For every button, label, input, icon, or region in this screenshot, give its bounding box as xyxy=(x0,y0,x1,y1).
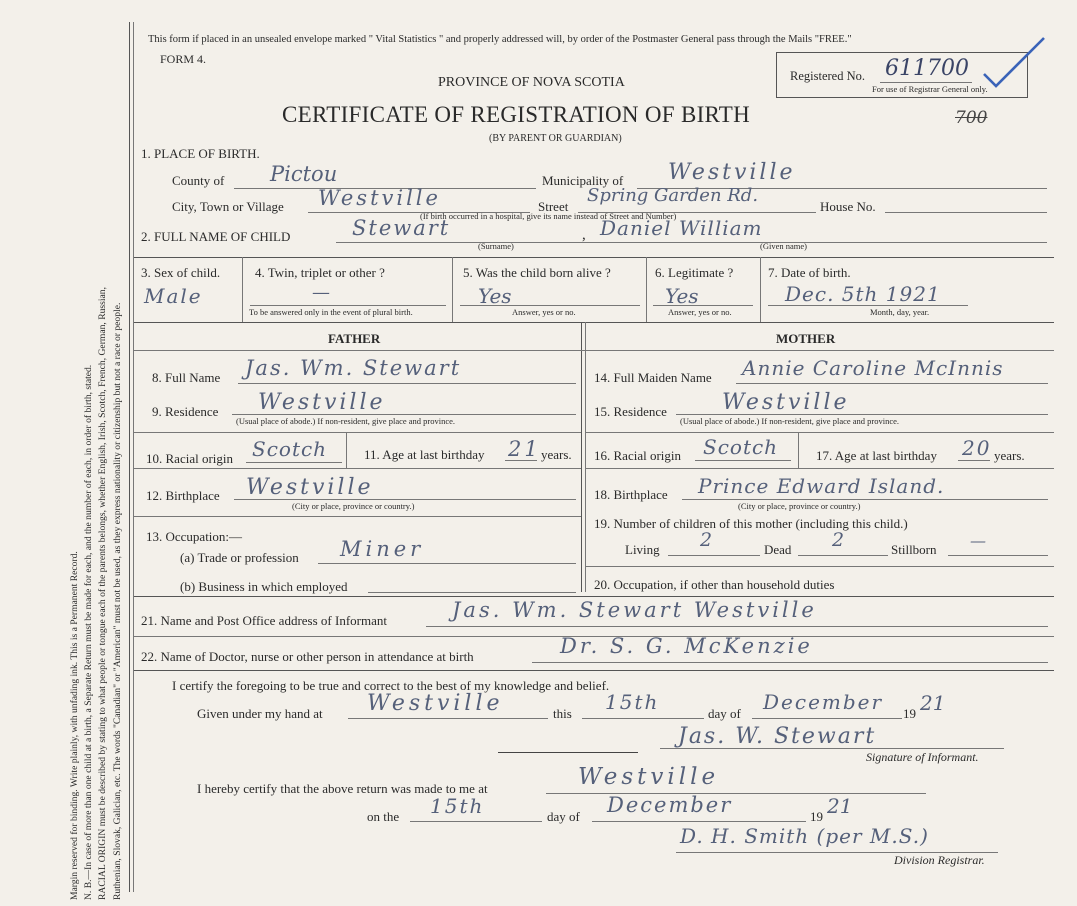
father-racial-line xyxy=(246,462,342,463)
father-heading: FATHER xyxy=(328,331,381,346)
return-year-suffix: 21 xyxy=(827,794,853,818)
father-residence: Westville xyxy=(258,390,386,415)
alive-line xyxy=(460,305,640,306)
name-comma: , xyxy=(582,227,586,243)
father-name-line xyxy=(238,383,576,384)
given-day-line xyxy=(582,718,704,719)
county-label: County of xyxy=(172,173,225,188)
mother-age-line xyxy=(958,460,990,461)
informant-caption: Signature of Informant. xyxy=(866,750,979,764)
sex-label: 3. Sex of child. xyxy=(141,265,221,280)
column-divider xyxy=(581,322,582,592)
father-age-label: 11. Age at last birthday xyxy=(364,447,485,462)
mother-residence: Westville xyxy=(722,390,850,415)
dob-note: Month, day, year. xyxy=(870,307,930,317)
mother-birthplace-line xyxy=(682,499,1048,500)
binding-margin-line xyxy=(129,22,130,892)
registrar-note: For use of Registrar General only. xyxy=(872,84,988,94)
margin-note-2: N. B.—In case of more than one child at a birth, a Separate Return must be made for each, and the number of each, in order of birth, stated. xyxy=(83,364,95,900)
return-text: I hereby certify that the above return was made to me at xyxy=(197,781,488,796)
municipality-value: Westville xyxy=(668,160,796,185)
given-place: Westville xyxy=(367,691,504,716)
registrar-signature: D. H. Smith (per M.S.) xyxy=(680,824,929,848)
father-name-label: 8. Full Name xyxy=(152,370,221,385)
father-years: years. xyxy=(541,447,572,462)
registered-underline xyxy=(880,82,972,83)
father-residence-line xyxy=(232,414,576,415)
mother-name: Annie Caroline McInnis xyxy=(742,356,1004,380)
province-heading: PROVINCE OF NOVA SCOTIA xyxy=(438,75,625,90)
legit-label: 6. Legitimate ? xyxy=(655,265,734,280)
mother-birthplace-note: (City or place, province or country.) xyxy=(738,501,861,511)
father-age: 21 xyxy=(508,437,541,461)
street-value: Spring Garden Rd. xyxy=(587,185,759,206)
row3-div-4 xyxy=(760,257,761,322)
mother-heading: MOTHER xyxy=(776,331,836,346)
given-place-line xyxy=(348,718,548,719)
mother-residence-label: 15. Residence xyxy=(594,404,667,419)
dead-label: Dead xyxy=(764,542,792,557)
father-racial-label: 10. Racial origin xyxy=(146,451,234,466)
child-surname: Stewart xyxy=(352,216,451,240)
on-the-label: on the xyxy=(367,809,400,824)
return-year-prefix: 19 xyxy=(810,809,823,824)
year-prefix: 19 xyxy=(903,706,916,721)
municipality-label: Municipality of xyxy=(542,173,624,188)
row3-div-3 xyxy=(646,257,647,322)
father-residence-note: (Usual place of abode.) If non-resident, give place and province. xyxy=(236,416,456,426)
form-number: FORM 4. xyxy=(160,52,207,66)
twin-note: To be answered only in the event of plural birth. xyxy=(249,307,413,317)
dob-value: Dec. 5th 1921 xyxy=(785,282,941,306)
sex-value: Male xyxy=(144,284,203,308)
alive-label: 5. Was the child born alive ? xyxy=(463,265,611,280)
father-trade-label: (a) Trade or profession xyxy=(180,550,299,565)
father-birthplace-bottom xyxy=(134,516,581,517)
stillborn-value: — xyxy=(970,531,986,550)
row3-div-1 xyxy=(242,257,243,322)
dead-line xyxy=(798,555,888,556)
dob-label: 7. Date of birth. xyxy=(768,265,851,280)
mother-racial: Scotch xyxy=(703,435,779,459)
stillborn-line xyxy=(948,555,1048,556)
mother-children-bottom xyxy=(585,566,1054,567)
surname-caption: (Surname) xyxy=(478,241,514,251)
father-racial-div xyxy=(346,432,347,468)
street-label: Street xyxy=(538,199,569,214)
margin-note-4: Ruthenian, Slovak, Galician, etc. The words "Canadian" or "American" must not be used, as they express nationality or citizenship but not a race or people. xyxy=(111,302,123,900)
parents-head-line xyxy=(134,350,1054,351)
year-suffix: 21 xyxy=(920,691,946,715)
registrar-caption: Division Registrar. xyxy=(894,853,985,867)
county-value: Pictou xyxy=(270,162,338,186)
return-day: 15th xyxy=(430,794,485,818)
living-value: 2 xyxy=(700,529,713,551)
father-birthplace: Westville xyxy=(246,475,374,500)
row3-bottom-line xyxy=(134,322,1054,323)
return-place: Westville xyxy=(578,764,720,790)
father-trade: Miner xyxy=(340,537,425,561)
child-name-label: 2. FULL NAME OF CHILD xyxy=(141,229,291,244)
given-month-line xyxy=(752,718,902,719)
father-business-line xyxy=(368,592,576,593)
given-day: 15th xyxy=(605,690,660,714)
mother-age-label: 17. Age at last birthday xyxy=(816,448,937,463)
doctor-line xyxy=(532,662,1048,663)
return-month-line xyxy=(592,821,806,822)
given-month: December xyxy=(763,690,884,714)
father-racial: Scotch xyxy=(252,437,328,461)
day-of-label: day of xyxy=(708,706,741,721)
row3-top-line xyxy=(134,257,1054,258)
check-mark-icon xyxy=(980,34,1050,99)
parents-bottom-line xyxy=(134,596,1054,597)
house-line xyxy=(885,212,1047,213)
given-caption: (Given name) xyxy=(760,241,807,251)
mother-racial-line xyxy=(695,460,791,461)
father-business-label: (b) Business in which employed xyxy=(180,579,348,594)
row3-div-2 xyxy=(452,257,453,322)
mother-age: 20 xyxy=(962,436,992,460)
twin-line xyxy=(250,305,446,306)
doctor-bottom xyxy=(134,670,1054,671)
margin-note-3: RACIAL ORIGIN must be described by stating to what people or tongue each of the parents belongs, whether English, Irish, Scotch, French, German, Russian, xyxy=(97,287,109,900)
twin-label: 4. Twin, triplet or other ? xyxy=(255,265,385,280)
alive-value: Yes xyxy=(478,284,512,308)
city-value: Westville xyxy=(318,186,441,210)
house-label: House No. xyxy=(820,199,876,214)
mother-racial-top xyxy=(585,432,1054,433)
mother-name-label: 14. Full Maiden Name xyxy=(594,370,712,385)
return-day-line xyxy=(410,821,542,822)
informant-signature: Jas. W. Stewart xyxy=(678,724,877,749)
certify-text: I certify the foregoing to be true and correct to the best of my knowledge and belief. xyxy=(172,678,610,693)
return-place-line xyxy=(546,793,926,794)
mother-birthplace-label: 18. Birthplace xyxy=(594,487,668,502)
informant-value: Jas. Wm. Stewart Westville xyxy=(452,598,817,622)
margin-note-1: Margin reserved for binding. Write plainly, with unfading ink. This is a Permanent Record. xyxy=(69,551,80,900)
father-name: Jas. Wm. Stewart xyxy=(245,356,462,380)
city-label: City, Town or Village xyxy=(172,199,284,214)
twin-value: — xyxy=(312,282,330,303)
father-age-line xyxy=(505,460,537,461)
short-divider xyxy=(498,752,638,753)
legit-value: Yes xyxy=(665,284,699,308)
father-occupation-label: 13. Occupation:— xyxy=(146,529,243,544)
mother-racial-bottom xyxy=(585,468,1054,469)
legit-line xyxy=(653,305,753,306)
mother-name-line xyxy=(736,383,1048,384)
certificate-title: CERTIFICATE OF REGISTRATION OF BIRTH xyxy=(282,102,751,127)
father-birthplace-note: (City or place, province or country.) xyxy=(292,501,415,511)
dead-value: 2 xyxy=(832,529,845,551)
living-line xyxy=(668,555,760,556)
living-label: Living xyxy=(625,542,660,557)
binding-margin-line-inner xyxy=(133,22,134,892)
mother-years: years. xyxy=(994,448,1025,463)
mother-children-label: 19. Number of children of this mother (including this child.) xyxy=(594,516,908,531)
father-racial-bottom xyxy=(134,468,581,469)
mother-residence-line xyxy=(676,414,1048,415)
father-racial-top xyxy=(134,432,581,433)
column-divider-2 xyxy=(585,322,586,592)
alive-note: Answer, yes or no. xyxy=(512,307,576,317)
dob-line xyxy=(768,305,968,306)
registered-label: Registered No. xyxy=(790,69,865,83)
mother-racial-label: 16. Racial origin xyxy=(594,448,682,463)
father-residence-label: 9. Residence xyxy=(152,404,219,419)
informant-signature-line xyxy=(660,748,1004,749)
mother-occupation-label: 20. Occupation, if other than household duties xyxy=(594,577,835,592)
return-day-of-label: day of xyxy=(547,809,580,824)
hospital-note: (If birth occurred in a hospital, give its name instead of Street and Number) xyxy=(420,211,677,221)
margin-mark: 700 xyxy=(955,108,988,128)
legit-note: Answer, yes or no. xyxy=(668,307,732,317)
margin-notes xyxy=(68,10,125,900)
mother-birthplace: Prince Edward Island. xyxy=(698,474,945,498)
given-label: Given under my hand at xyxy=(197,706,323,721)
place-of-birth-heading: 1. PLACE OF BIRTH. xyxy=(141,146,260,161)
father-trade-line xyxy=(318,563,576,564)
doctor-value: Dr. S. G. McKenzie xyxy=(560,634,813,658)
doctor-label: 22. Name of Doctor, nurse or other person in attendance at birth xyxy=(141,649,474,664)
child-name-line xyxy=(336,242,1047,243)
certificate-subtitle: (BY PARENT OR GUARDIAN) xyxy=(489,133,622,144)
father-birthplace-line xyxy=(234,499,576,500)
stillborn-label: Stillborn xyxy=(891,542,937,557)
mother-residence-note: (Usual place of abode.) If non-resident, give place and province. xyxy=(680,416,900,426)
mail-notice: This form if placed in an unsealed envelope marked " Vital Statistics " and properly addressed will, by order of the Postmaster General pass through the Mails "FREE." xyxy=(148,34,852,45)
informant-line xyxy=(426,626,1048,627)
child-given-name: Daniel William xyxy=(600,216,763,240)
this-label: this xyxy=(553,706,572,721)
father-birthplace-label: 12. Birthplace xyxy=(146,488,220,503)
informant-label: 21. Name and Post Office address of Informant xyxy=(141,613,387,628)
return-month: December xyxy=(607,793,733,817)
mother-racial-div xyxy=(798,432,799,468)
registered-number: 611700 xyxy=(885,56,969,81)
